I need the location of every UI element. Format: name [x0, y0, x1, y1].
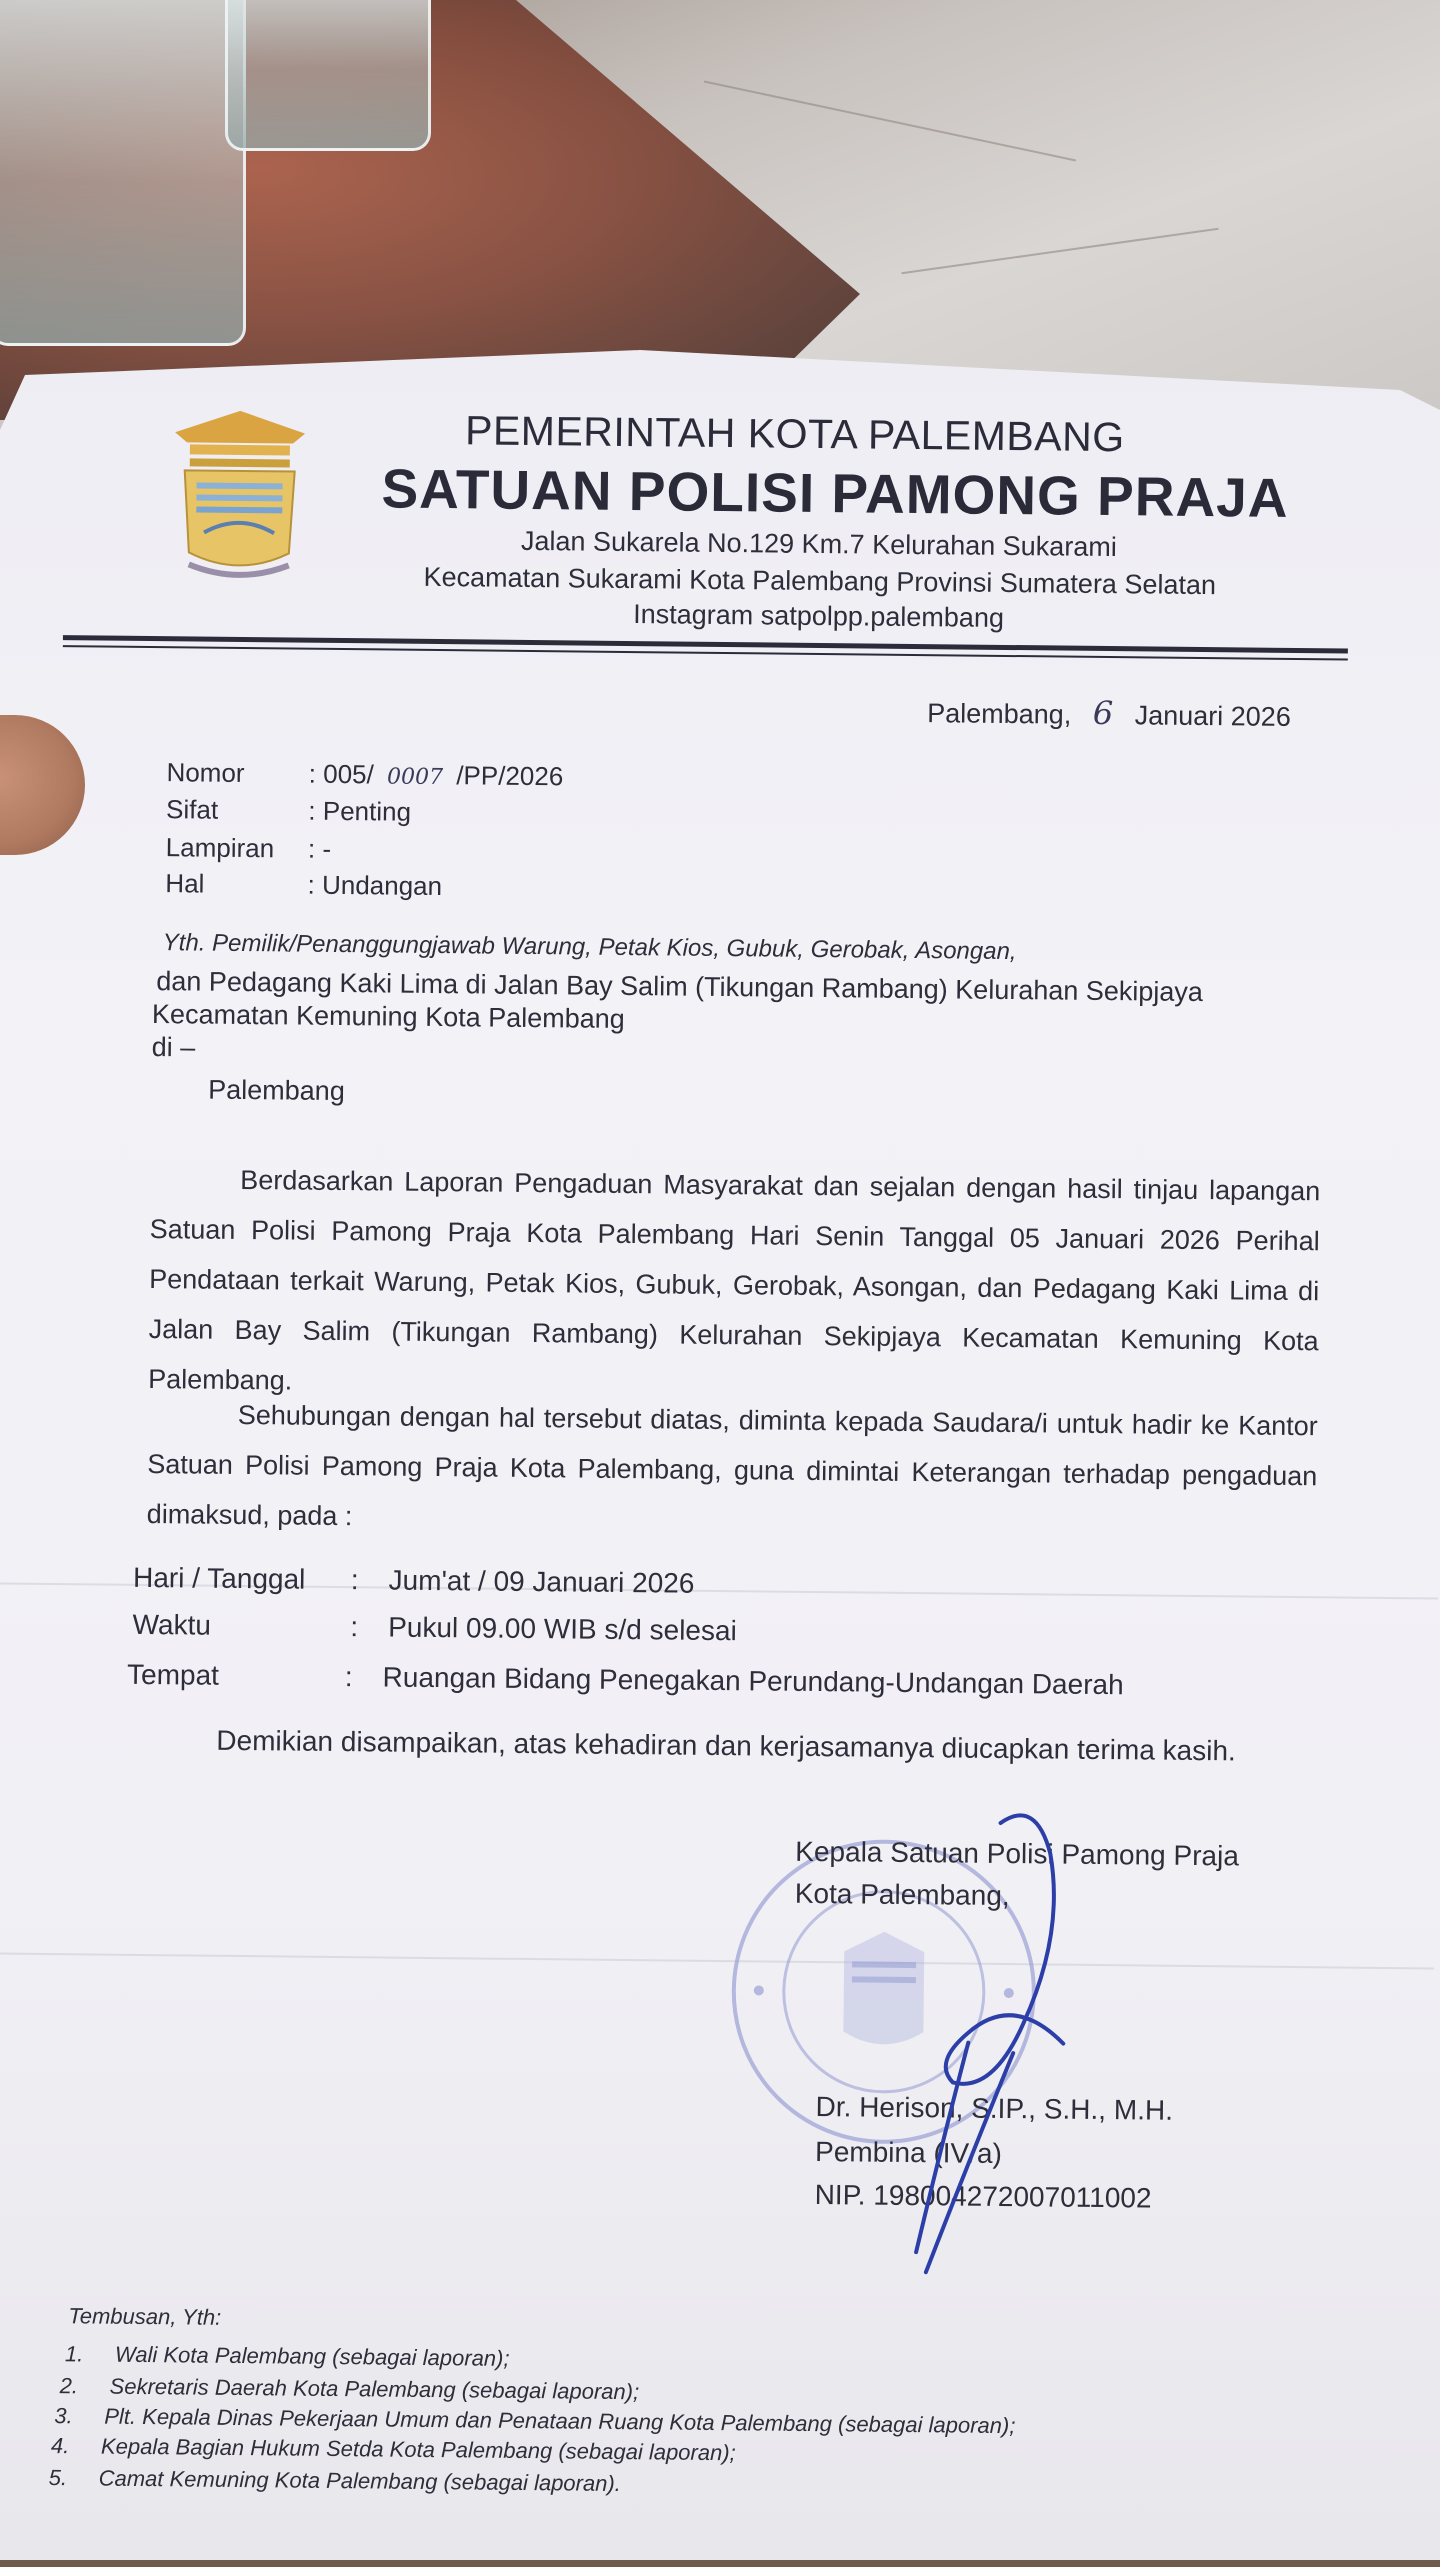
addressee-line-3: Kecamatan Kemuning Kota Palembang	[151, 999, 625, 1034]
nomor-suffix: /PP/2026	[456, 760, 564, 792]
date-place: Palembang,	[927, 698, 1072, 730]
detail-hari: Hari / Tanggal : Jum'at / 09 Januari 2026	[132, 1561, 695, 1599]
paragraph-2-text: Sehubungan dengan hal tersebut diatas, diminta kepada Saudara/i untuk hadir ke Kantor Satuan Polisi Pamong Praja Kota Palembang, guna dimintai Keterangan terhadap pengaduan dimaksud, pada :	[146, 1399, 1318, 1532]
tembusan-item: 5. Camat Kemuning Kota Palembang (sebagai laporan).	[48, 2465, 621, 2497]
tembusan-title: Tembusan, Yth:	[68, 2303, 222, 2330]
detail-tempat: Tempat : Ruangan Bidang Penegakan Perundang-Undangan Daerah	[126, 1658, 1124, 1701]
tempat-value: Ruangan Bidang Penegakan Perundang-Undangan Daerah	[382, 1661, 1124, 1701]
tempat-label: Tempat	[126, 1658, 220, 1691]
body-paragraph-1	[148, 1154, 1321, 1416]
signature	[871, 1792, 1116, 2294]
nomor-handwritten: 0007	[386, 764, 444, 791]
agency-name: SATUAN POLISI PAMONG PRAJA	[381, 457, 1289, 529]
city-crest-logo	[164, 402, 316, 584]
addressee-line-1: Yth. Pemilik/Penanggungjawab Warung, Petak Kios, Gubuk, Gerobak, Asongan,	[162, 929, 1017, 966]
signatory-nip: NIP. 198004272007011002	[814, 2179, 1152, 2214]
body-paragraph-2	[147, 1389, 1319, 1551]
meta-sifat	[166, 794, 411, 828]
hal-label: Hal	[165, 868, 205, 899]
closing-sentence: Demikian disampaikan, atas kehadiran dan kerjasamanya diucapkan terima kasih.	[216, 1724, 1236, 1767]
nomor-prefix: : 005/	[308, 758, 374, 790]
paragraph-1-text: Berdasarkan Laporan Pengaduan Masyarakat dan sejalan dengan hasil tinjau lapangan Satuan Polisi Pamong Praja Kota Palembang Hari Senin Tanggal 05 Januari 2026 Perihal Pendataan terkait Warung, Petak Kios, Gubuk, Gerobak, Asongan, dan Pedagang Kaki Lima di Jalan Bay Salim (Tikungan Rambang) Kelurahan Sekipjaya Kecamatan Kemuning Kota Palembang.	[148, 1164, 1321, 1396]
addressee-city: Palembang	[208, 1074, 345, 1107]
government-name: PEMERINTAH KOTA PALEMBANG	[464, 407, 1125, 461]
paper-fold	[0, 1952, 1434, 1969]
tembusan-item: 2. Sekretaris Daerah Kota Palembang (sebagai laporan);	[59, 2373, 640, 2405]
date-month-year: Januari 2026	[1134, 700, 1291, 732]
tembusan-item: 3. Plt. Kepala Dinas Pekerjaan Umum dan Penataan Ruang Kota Palembang (sebagai laporan);	[54, 2403, 1016, 2439]
meta-lampiran	[166, 832, 332, 865]
signatory-name: Dr. Herison, S.IP., S.H., M.H.	[815, 2091, 1174, 2126]
signatory-rank: Pembina (IV/a)	[814, 2136, 1003, 2169]
tembusan-item: 1. Wali Kota Palembang (sebagai laporan);	[64, 2341, 510, 2371]
address-line-2: Kecamatan Sukarami Kota Palembang Provinsi Sumatera Selatan	[423, 561, 1217, 601]
sifat-label: Sifat	[165, 794, 219, 825]
address-line-1: Jalan Sukarela No.129 Km.7 Kelurahan Sukarami	[520, 525, 1117, 563]
hari-value: Jum'at / 09 Januari 2026	[388, 1564, 695, 1599]
addressee-line-4: di –	[151, 1032, 196, 1063]
meta-hal	[165, 868, 442, 902]
nomor-label: Nomor	[166, 757, 245, 788]
waktu-value: Pukul 09.00 WIB s/d selesai	[388, 1611, 737, 1647]
signatory-title-1: Kepala Satuan Polisi Pamong Praja	[795, 1835, 1240, 1872]
lampiran-value: : -	[307, 833, 332, 864]
hal-value: : Undangan	[307, 869, 443, 902]
meta-nomor	[166, 757, 563, 792]
waktu-label: Waktu	[132, 1608, 212, 1641]
instagram-handle: Instagram satpolpp.palembang	[633, 599, 1005, 633]
detail-waktu: Waktu : Pukul 09.00 WIB s/d selesai	[132, 1608, 737, 1647]
lampiran-label: Lampiran	[165, 832, 275, 864]
date-day-handwritten: 6	[1092, 693, 1114, 733]
letter-date	[927, 692, 1291, 734]
signatory-title-2: Kota Palembang,	[794, 1877, 1010, 1912]
letterhead-rule	[63, 635, 1348, 653]
tembusan-item: 4. Kepala Bagian Hukum Setda Kota Palembang (sebagai laporan);	[50, 2433, 736, 2466]
hari-label: Hari / Tanggal	[132, 1561, 306, 1595]
addressee-line-2: dan Pedagang Kaki Lima di Jalan Bay Salim (Tikungan Rambang) Kelurahan Sekipjaya	[156, 966, 1204, 1008]
sifat-value: : Penting	[308, 795, 412, 827]
